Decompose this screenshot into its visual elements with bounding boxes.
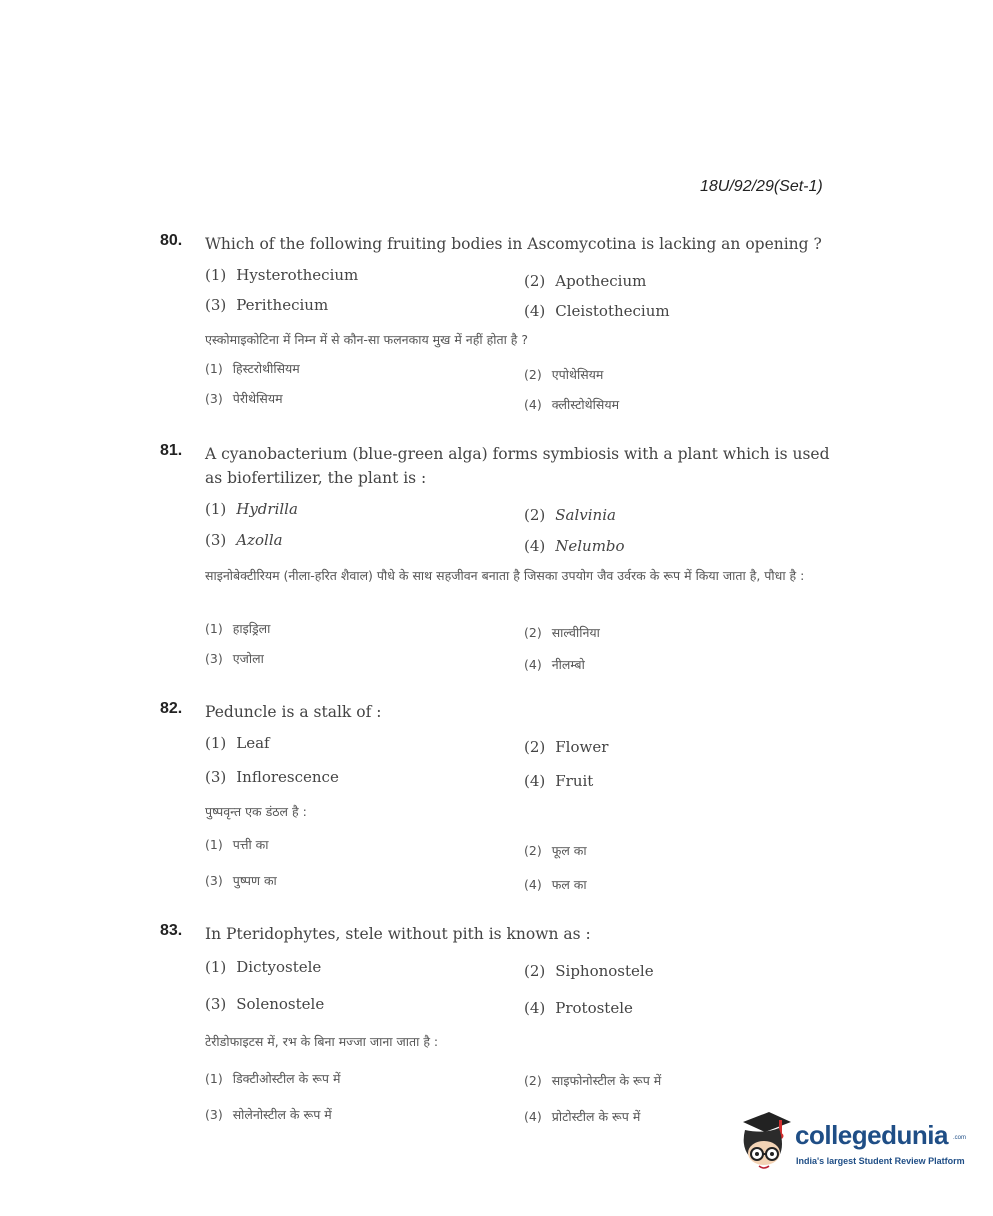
option-hi-2: (2) साइफोनोस्टील के रूप में: [524, 1073, 662, 1088]
option-hi-1: (1) हाइड्रिला: [205, 621, 271, 636]
question-text-hi: साइनोबेक्टीरियम (नीला-हरित शैवाल) पौधे के साथ सहजीवन बनाता है जिसका उपयोग जैव उर्वरक के रूप में किया जाता है, पौधा है :: [205, 568, 805, 583]
option-en-3: (3) Azolla: [205, 531, 283, 549]
option-en-4: (4) Cleistothecium: [524, 302, 670, 320]
option-hi-3: (3) सोलेनोस्टील के रूप में: [205, 1107, 332, 1122]
option-hi-2: (2) एपोथेसियम: [524, 367, 604, 382]
option-en-1: (1) Hydrilla: [205, 500, 298, 518]
question-text-hi: पुष्पवृन्त एक डंठल है :: [205, 804, 307, 819]
option-en-1: (1) Hysterothecium: [205, 266, 359, 284]
option-en-3: (3) Perithecium: [205, 296, 329, 314]
option-hi-2: (2) साल्वीनिया: [524, 625, 600, 640]
option-en-2: (2) Siphonostele: [524, 962, 654, 980]
question-number: 81.: [160, 442, 183, 459]
question-text-hi: टेरीडोफाइटस में, रभ के बिना मज्जा जाना जाता है :: [205, 1034, 439, 1049]
option-hi-4: (4) नीलम्बो: [524, 657, 585, 672]
question-number: 82.: [160, 700, 183, 717]
option-en-3: (3) Solenostele: [205, 995, 325, 1013]
logo-wordmark: collegedunia: [795, 1120, 948, 1150]
question-number: 80.: [160, 232, 183, 249]
option-hi-3: (3) पुष्पण का: [205, 873, 277, 888]
option-hi-2: (2) फूल का: [524, 843, 587, 858]
option-hi-4: (4) क्लीस्टोथेसियम: [524, 397, 620, 412]
option-hi-3: (3) एजोला: [205, 651, 264, 666]
mascot-icon: [735, 1108, 795, 1178]
collegedunia-logo: [735, 1108, 965, 1178]
option-en-2: (2) Apothecium: [524, 272, 647, 290]
option-hi-1: (1) डिक्टीओस्टील के रूप में: [205, 1071, 341, 1086]
option-hi-1: (1) हिस्टरोथीसियम: [205, 361, 300, 376]
option-en-2: (2) Flower: [524, 738, 609, 756]
option-en-2: (2) Salvinia: [524, 506, 616, 524]
option-hi-1: (1) पत्ती का: [205, 837, 269, 852]
question-text-hi: एस्कोमाइकोटिना में निम्न में से कौन-सा फलनकाय मुख में नहीं होता है ?: [205, 332, 529, 347]
question-text-en: Peduncle is a stalk of :: [205, 703, 382, 721]
logo-domain: .com: [953, 1135, 967, 1141]
option-en-3: (3) Inflorescence: [205, 768, 339, 786]
question-text-en: A cyanobacterium (blue-green alga) forms symbiosis with a plant which is used as biofertilizer, the plant is :: [205, 445, 830, 487]
option-en-4: (4) Fruit: [524, 772, 594, 790]
option-hi-3: (3) पेरीथेसियम: [205, 391, 283, 406]
question-text-en: Which of the following fruiting bodies in Ascomycotina is lacking an opening ?: [205, 235, 822, 253]
option-hi-4: (4) फल का: [524, 877, 587, 892]
option-en-1: (1) Dictyostele: [205, 958, 322, 976]
question-number: 83.: [160, 922, 183, 939]
option-en-4: (4) Nelumbo: [524, 537, 625, 555]
option-en-4: (4) Protostele: [524, 999, 633, 1017]
question-text-en: In Pteridophytes, stele without pith is known as :: [205, 925, 591, 943]
logo-tagline: India's largest Student Review Platform: [796, 1156, 965, 1166]
paper-code: 18U/92/29(Set-1): [700, 178, 823, 195]
option-en-1: (1) Leaf: [205, 734, 270, 752]
option-hi-4: (4) प्रोटोस्टील के रूप में: [524, 1109, 641, 1124]
